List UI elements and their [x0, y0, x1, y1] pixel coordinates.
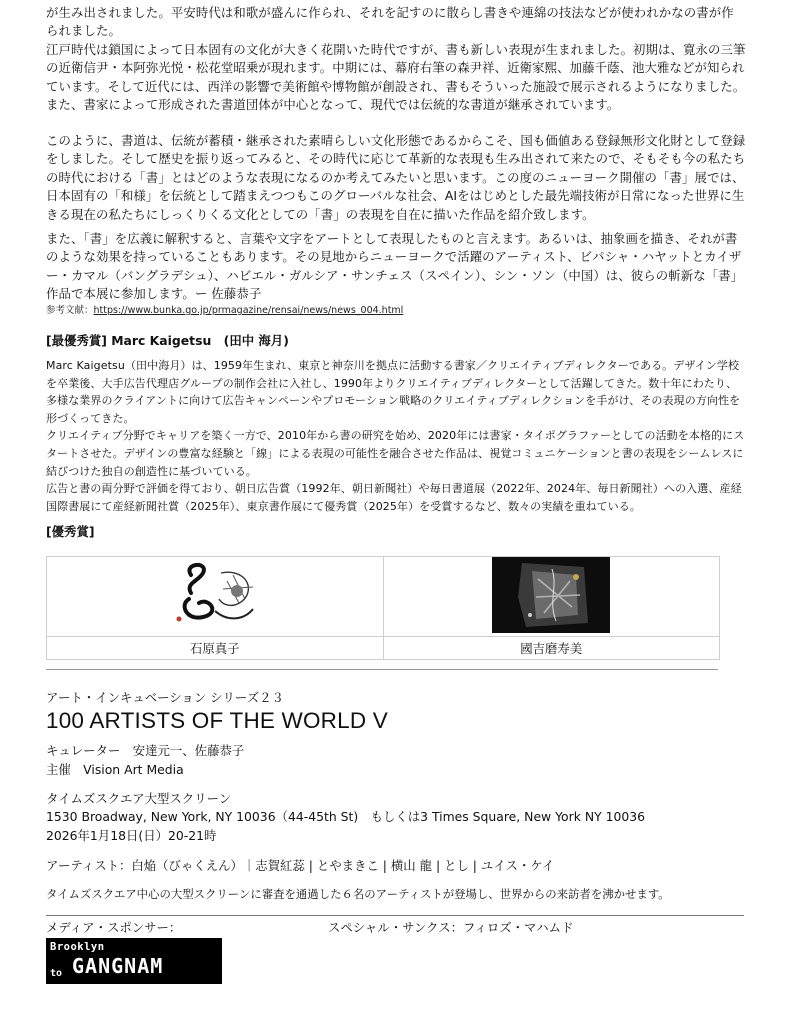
logo-text-brooklyn: Brooklyn [50, 941, 105, 953]
excellence-heading: [優秀賞] [46, 524, 95, 539]
reference-link[interactable]: https://www.bunka.go.jp/prmagazine/rensai/news/news_004.html [93, 305, 404, 316]
abstract-artwork-image [492, 557, 610, 633]
intro-text-artists: また、「書」を広義に解釈すると、言葉や文字をアートとして表現したものと言えます。あるいは、抽象画を描き、それが書のような効果を持っていることもあります。その見地からニューヨークで活躍のアーティスト、ビパシャ・ハヤットとカイザー・カマル（バングラデシュ）、ハビエル・ガルシア・サンチェス（スペイン）、シン・ソン（中国）は、彼らの斬新な「書」作品で本展に参加します。ー 佐藤恭子 [46, 231, 744, 302]
calligraphy-artwork-image [169, 559, 261, 631]
event-curator: キュレーター 安達元一、佐藤恭子 [46, 743, 245, 758]
event-series: アート・インキュベーション シリーズ２３ [46, 690, 284, 705]
intro-paragraph-1 [46, 4, 746, 114]
event-description: タイムズスクエア中心の大型スクリーンに審査を通過した６名のアーティストが登場し、世界からの来訪者を沸かせます。 [46, 887, 670, 901]
bio-paragraph-calligraphy: クリエイティブ分野でキャリアを築く一方で、2010年から書の研究を始め、2020年には書家・タイポグラファーとしての活動を本格的にスタートさせた。デザインの豊富な経験と「線」による表現の可能性を融合させた作品は、視覚コミュニケーションと書の表現をシームレスに結びつけた独自の創造性に基づいている。 [46, 429, 745, 478]
intro-paragraph-2 [46, 132, 746, 224]
event-venue: タイムズスクエア大型スクリーン [46, 791, 232, 806]
logo-text-to: to [50, 968, 63, 979]
intro-text-heian: が生み出されました。平安時代は和歌が盛んに作られ、それを記すのに散らし書きや連綿の技法などが使われかなの書が作られました。 [46, 5, 734, 39]
intro-text-registration: このように、書道は、伝統が蓄積・継承された素晴らしい文化形態であるからこそ、国も価値ある登録無形文化財として登録をしました。そして歴史を振り返ってみると、その時代に応じて革新的な表現も生み出されて来たので、そもそも今の私たちの時代における「書」とはどのような表現になるのか考えてみたいと思います。この度のニューヨーク開催の「書」展では、日本固有の「和様」を伝統として踏まえつつもこのグローバルな社会、AIをはじめとした最先端技術が日常になった世界に生きる現在の私たちにしっくりくる文化としての「書」の表現を自在に描いた作品を紹介致します。 [46, 133, 746, 222]
event-address: 1530 Broadway, New York, NY 10036（44-45th St) もしくは3 Times Square, New York NY 10036 [46, 809, 646, 824]
award-cell-artwork-2 [383, 557, 720, 637]
grand-prize-bio [46, 357, 746, 515]
excellence-award-table [46, 556, 720, 660]
event-artists: アーティスト：白焔（びゃくえん）｜志賀紅蕊 | とやまきこ | 横山 龍 | とし | ユイス・ケイ [46, 858, 555, 873]
event-title: 100 ARTISTS OF THE WORLD V [46, 708, 388, 733]
reference-label: 参考文献： [46, 305, 94, 316]
event-organizer: 主催 Vision Art Media [46, 762, 184, 777]
grand-prize-heading: [最優秀賞] Marc Kaigetsu (田中 海月) [46, 333, 289, 348]
bio-paragraph-awards: 広告と書の両分野で評価を得ており、朝日広告賞（1992年、朝日新聞社）や毎日書道展（2022年、2024年、毎日新聞社）への入選、産経国際書展にて産経新聞社賞（2025年）、東京書作展にて優秀賞（2025年）を受賞するなど、数々の実績を重ねている。 [46, 482, 742, 513]
media-sponsor-label: メディア・スポンサー： [46, 920, 182, 935]
logo-text-gangnam: GANGNAM [72, 954, 164, 978]
intro-text-edo: 江戸時代は鎖国によって日本固有の文化が大きく花開いた時代ですが、書も新しい表現が生まれました。初期は、寛永の三筆の近衛信尹・本阿弥光悦・松花堂昭乗が現れます。中期には、幕府右筆の森尹祥、近衛家熙、加藤千蔭、池大雅などが知られています。そして近代には、西洋の影響で美術館や博物館が創設され、書もそういった施設で展示されるようになりました。また、書家によって形成された書道団体が中心となって、現代では伝統的な書道が継承されています。 [46, 41, 746, 113]
reference-line [46, 302, 403, 316]
brooklyn-to-gangnam-logo[interactable] [46, 938, 222, 984]
footer-divider [46, 915, 744, 916]
special-thanks: スペシャル・サンクス：フィロズ・マハムド [328, 920, 574, 935]
winner-name-1: 石原真子 [47, 637, 384, 660]
intro-paragraph-3 [46, 230, 746, 304]
section-divider [46, 669, 718, 670]
event-datetime: 2026年1月18日(日）20-21時 [46, 828, 217, 843]
award-cell-artwork-1 [47, 557, 384, 637]
winner-name-2: 國吉磨寿美 [383, 637, 720, 660]
bio-paragraph-career: Marc Kaigetsu（田中海月）は、1959年生まれ、東京と神奈川を拠点に活動する書家／クリエイティブディレクターである。デザイン学校を卒業後、大手広告代理店グループの制作会社に入社し、1990年よりクリエイティブディレクターとして活躍してきた。数十年にわたり、多様な業界のクライアントに向けて広告キャンペーンやプロモーション戦略のクリエイティブディレクションを手がけ、その表現の方向性を形づくってきた。 [46, 359, 741, 425]
